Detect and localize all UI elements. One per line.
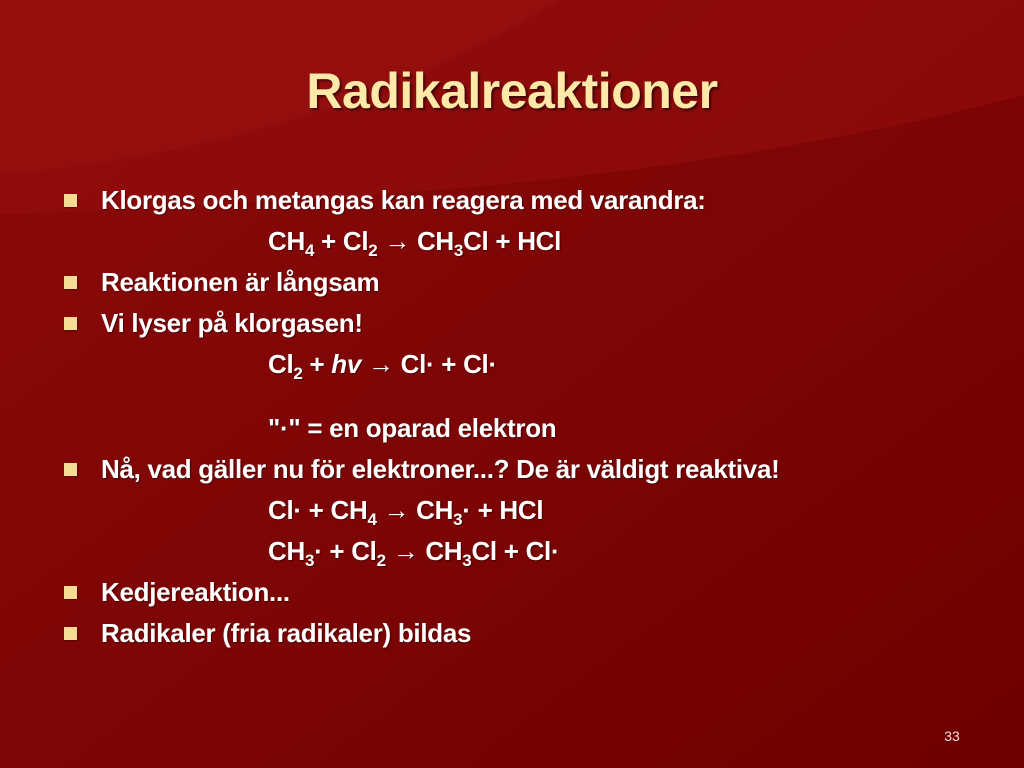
note-line: "·" = en oparad elektron: [268, 413, 557, 443]
bullet-text: Radikaler (fria radikaler) bildas: [101, 618, 472, 648]
bullet-square-icon: [64, 317, 77, 330]
bullet-text: Nå, vad gäller nu för elektroner...? De är väldigt reaktiva!: [101, 454, 780, 484]
page-number: 33: [944, 728, 960, 744]
bullet-text: Kedjereaktion...: [101, 577, 290, 607]
slide-title: Radikalreaktioner: [306, 63, 718, 119]
bullet-text: Klorgas och metangas kan reagera med varandra:: [101, 185, 706, 215]
equation-line: $Cl_2$ + hv → Cl· + Cl·: [268, 349, 497, 383]
bullet-square-icon: [64, 194, 77, 207]
bullet-text: Vi lyser på klorgasen!: [101, 308, 363, 338]
bullet-text: Reaktionen är långsam: [101, 267, 380, 297]
bullet-square-icon: [64, 627, 77, 640]
bullet-square-icon: [64, 463, 77, 476]
bullet-square-icon: [64, 276, 77, 289]
equation-line: $CH_4 + Cl_2 \to CH_3Cl$ + HCl: [268, 226, 562, 260]
equation-line: $CH_3\cdot + Cl_2 \to CH_3Cl + Cl\cdot$: [268, 536, 560, 570]
bullet-square-icon: [64, 586, 77, 599]
equation-line: $Cl\cdot + CH_4 \to CH_3\cdot$ + HCl: [268, 495, 544, 529]
